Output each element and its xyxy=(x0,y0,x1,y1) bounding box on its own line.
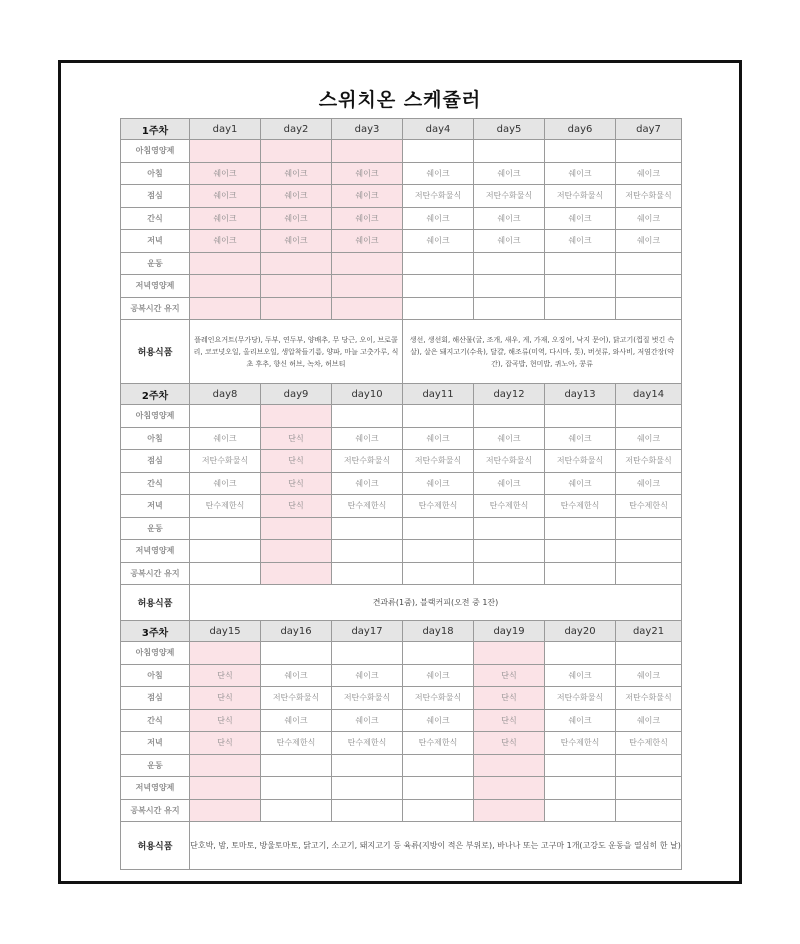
allowed-label: 허용식품 xyxy=(121,585,190,621)
schedule-cell[interactable] xyxy=(403,777,474,800)
schedule-cell[interactable] xyxy=(190,777,261,800)
schedule-cell[interactable]: 쉐이크 xyxy=(474,162,545,185)
schedule-cell[interactable] xyxy=(190,405,261,428)
schedule-cell[interactable] xyxy=(190,140,261,163)
schedule-row xyxy=(121,664,682,687)
day-header: day9 xyxy=(261,384,332,405)
schedule-cell[interactable] xyxy=(332,517,403,540)
schedule-cell[interactable] xyxy=(261,252,332,275)
schedule-cell[interactable]: 쉐이크 xyxy=(261,185,332,208)
schedule-cell[interactable] xyxy=(261,517,332,540)
schedule-cell[interactable] xyxy=(616,540,682,563)
schedule-cell[interactable] xyxy=(261,140,332,163)
allowed-label: 허용식품 xyxy=(121,822,190,870)
schedule-cell[interactable]: 쉐이크 xyxy=(474,207,545,230)
schedule-cell[interactable] xyxy=(545,754,616,777)
schedule-cell[interactable] xyxy=(332,140,403,163)
schedule-cell[interactable]: 쉐이크 xyxy=(403,162,474,185)
page-title: 스위치온 스케쥴러 xyxy=(318,89,482,111)
schedule-row xyxy=(121,495,682,518)
schedule-cell[interactable] xyxy=(545,297,616,320)
schedule-cell[interactable]: 쉐이크 xyxy=(474,230,545,253)
schedule-cell[interactable] xyxy=(474,540,545,563)
schedule-cell[interactable] xyxy=(616,275,682,298)
schedule-cell[interactable]: 저탄수화물식 xyxy=(545,687,616,710)
schedule-row xyxy=(121,275,682,298)
row-label: 아침 xyxy=(121,162,190,185)
schedule-cell[interactable] xyxy=(474,799,545,822)
row-label: 간식 xyxy=(121,472,190,495)
schedule-cell[interactable]: 단식 xyxy=(190,664,261,687)
row-label: 저녁영양제 xyxy=(121,275,190,298)
schedule-cell[interactable] xyxy=(332,642,403,665)
schedule-cell[interactable]: 쉐이크 xyxy=(403,230,474,253)
week-label: 2주차 xyxy=(121,384,190,405)
schedule-cell[interactable]: 쉐이크 xyxy=(403,472,474,495)
schedule-cell[interactable]: 쉐이크 xyxy=(261,664,332,687)
schedule-row xyxy=(121,230,682,253)
schedule-cell[interactable] xyxy=(261,777,332,800)
row-label: 간식 xyxy=(121,709,190,732)
row-label: 공복시간 유지 xyxy=(121,799,190,822)
schedule-cell[interactable]: 쉐이크 xyxy=(332,664,403,687)
row-label: 저녁 xyxy=(121,732,190,755)
day-header: day12 xyxy=(474,384,545,405)
row-label: 운동 xyxy=(121,754,190,777)
schedule-cell[interactable]: 쉐이크 xyxy=(403,427,474,450)
schedule-cell[interactable] xyxy=(261,297,332,320)
schedule-cell[interactable]: 저탄수화물식 xyxy=(616,185,682,208)
schedule-cell[interactable]: 단식 xyxy=(261,495,332,518)
row-label: 저녁 xyxy=(121,495,190,518)
schedule-cell[interactable]: 저탄수화물식 xyxy=(545,185,616,208)
schedule-cell[interactable] xyxy=(545,252,616,275)
schedule-row xyxy=(121,252,682,275)
schedule-cell[interactable] xyxy=(616,517,682,540)
day-header: day5 xyxy=(474,119,545,140)
schedule-row xyxy=(121,642,682,665)
schedule-cell[interactable] xyxy=(474,642,545,665)
row-label: 점심 xyxy=(121,450,190,473)
schedule-cell[interactable]: 쉐이크 xyxy=(545,472,616,495)
schedule-cell[interactable]: 쉐이크 xyxy=(474,472,545,495)
schedule-cell[interactable]: 저탄수화물식 xyxy=(616,687,682,710)
schedule-cell[interactable]: 저탄수화물식 xyxy=(616,450,682,473)
schedule-cell[interactable] xyxy=(190,540,261,563)
row-label: 공복시간 유지 xyxy=(121,562,190,585)
schedule-cell[interactable] xyxy=(616,405,682,428)
schedule-row xyxy=(121,754,682,777)
schedule-cell[interactable] xyxy=(332,754,403,777)
schedule-row xyxy=(121,562,682,585)
schedule-cell[interactable]: 쉐이크 xyxy=(616,664,682,687)
schedule-cell[interactable] xyxy=(332,297,403,320)
schedule-cell[interactable]: 탄수제한식 xyxy=(616,732,682,755)
schedule-cell[interactable] xyxy=(332,540,403,563)
week-label: 3주차 xyxy=(121,621,190,642)
schedule-cell[interactable]: 단식 xyxy=(261,472,332,495)
schedule-cell[interactable]: 쉐이크 xyxy=(545,207,616,230)
day-header: day15 xyxy=(190,621,261,642)
schedule-cell[interactable] xyxy=(474,562,545,585)
schedule-cell[interactable] xyxy=(474,405,545,428)
schedule-cell[interactable]: 저탄수화물식 xyxy=(403,687,474,710)
schedule-cell[interactable]: 단식 xyxy=(474,664,545,687)
schedule-cell[interactable]: 탄수제한식 xyxy=(332,495,403,518)
schedule-cell[interactable]: 쉐이크 xyxy=(545,427,616,450)
schedule-cell[interactable] xyxy=(190,275,261,298)
schedule-cell[interactable]: 쉐이크 xyxy=(545,230,616,253)
schedule-cell[interactable] xyxy=(474,297,545,320)
schedule-cell[interactable]: 쉐이크 xyxy=(332,207,403,230)
schedule-cell[interactable]: 저탄수화물식 xyxy=(332,450,403,473)
schedule-cell[interactable]: 쉐이크 xyxy=(332,230,403,253)
schedule-cell[interactable]: 쉐이크 xyxy=(616,230,682,253)
schedule-cell[interactable]: 쉐이크 xyxy=(616,472,682,495)
schedule-cell[interactable] xyxy=(403,540,474,563)
row-label: 저녁영양제 xyxy=(121,777,190,800)
schedule-cell[interactable] xyxy=(261,405,332,428)
schedule-cell[interactable] xyxy=(403,252,474,275)
day-header: day1 xyxy=(190,119,261,140)
day-header: day2 xyxy=(261,119,332,140)
schedule-row xyxy=(121,687,682,710)
schedule-cell[interactable]: 쉐이크 xyxy=(332,709,403,732)
schedule-cell[interactable]: 쉐이크 xyxy=(190,185,261,208)
schedule-cell[interactable]: 저탄수화물식 xyxy=(474,450,545,473)
row-label: 공복시간 유지 xyxy=(121,297,190,320)
day-header: day10 xyxy=(332,384,403,405)
schedule-row xyxy=(121,405,682,428)
schedule-cell[interactable]: 단식 xyxy=(474,687,545,710)
schedule-cell[interactable] xyxy=(190,562,261,585)
schedule-row xyxy=(121,450,682,473)
day-header: day13 xyxy=(545,384,616,405)
schedule-cell[interactable]: 쉐이크 xyxy=(190,427,261,450)
schedule-cell[interactable]: 쉐이크 xyxy=(332,427,403,450)
day-header: day20 xyxy=(545,621,616,642)
allowed-label: 허용식품 xyxy=(121,320,190,384)
day-header: day14 xyxy=(616,384,682,405)
schedule-cell[interactable]: 쉐이크 xyxy=(332,162,403,185)
schedule-cell[interactable] xyxy=(616,777,682,800)
schedule-cell[interactable] xyxy=(403,405,474,428)
schedule-cell[interactable]: 저탄수화물식 xyxy=(332,687,403,710)
allowed-foods: 견과류(1줌), 블랙커피(오전 중 1잔) xyxy=(190,585,682,621)
row-label: 아침영양제 xyxy=(121,405,190,428)
schedule-cell[interactable] xyxy=(261,562,332,585)
schedule-cell[interactable] xyxy=(545,405,616,428)
day-header: day3 xyxy=(332,119,403,140)
schedule-cell[interactable]: 저탄수화물식 xyxy=(403,450,474,473)
schedule-cell[interactable]: 쉐이크 xyxy=(190,230,261,253)
schedule-cell[interactable] xyxy=(403,562,474,585)
schedule-cell[interactable] xyxy=(190,252,261,275)
allowed-foods-row xyxy=(121,585,682,621)
schedule-cell[interactable] xyxy=(403,275,474,298)
schedule-cell[interactable]: 탄수제한식 xyxy=(545,495,616,518)
day-header: day17 xyxy=(332,621,403,642)
schedule-cell[interactable] xyxy=(616,562,682,585)
day-header: day21 xyxy=(616,621,682,642)
allowed-foods: 단호박, 밤, 토마토, 방울토마토, 닭고기, 소고기, 돼지고기 등 육류(지방이 적은 부위로), 바나나 또는 고구마 1개(고강도 운동을 열심히 한 날) xyxy=(190,822,682,870)
scheduler-frame xyxy=(58,60,742,884)
schedule-cell[interactable]: 단식 xyxy=(190,687,261,710)
schedule-cell[interactable]: 쉐이크 xyxy=(616,207,682,230)
schedule-cell[interactable] xyxy=(545,562,616,585)
schedule-row xyxy=(121,732,682,755)
day-header: day18 xyxy=(403,621,474,642)
schedule-cell[interactable] xyxy=(403,297,474,320)
schedule-cell[interactable]: 쉐이크 xyxy=(545,709,616,732)
day-header: day8 xyxy=(190,384,261,405)
schedule-cell[interactable] xyxy=(474,777,545,800)
schedule-cell[interactable] xyxy=(403,517,474,540)
schedule-cell[interactable] xyxy=(332,799,403,822)
schedule-cell[interactable] xyxy=(190,517,261,540)
schedule-row xyxy=(121,777,682,800)
allowed-foods-left: 플레인요거트(무가당), 두부, 연두부, 양배추, 무 당근, 오이, 브로콜리, 코코넛오일, 올리브오일, 생압착들기름, 양파, 마늘 고춧가루, 식초 후추, 향신 허브, 녹차, 허브티 xyxy=(190,320,403,384)
schedule-cell[interactable] xyxy=(261,754,332,777)
schedule-cell[interactable] xyxy=(474,252,545,275)
day-header: day11 xyxy=(403,384,474,405)
schedule-cell[interactable] xyxy=(332,275,403,298)
day-header: day4 xyxy=(403,119,474,140)
schedule-cell[interactable] xyxy=(545,799,616,822)
day-header: day16 xyxy=(261,621,332,642)
day-header: day7 xyxy=(616,119,682,140)
schedule-cell[interactable]: 저탄수화물식 xyxy=(545,450,616,473)
schedule-table xyxy=(120,118,682,870)
allowed-foods-row xyxy=(121,822,682,870)
schedule-cell[interactable] xyxy=(616,799,682,822)
schedule-cell[interactable] xyxy=(403,140,474,163)
schedule-cell[interactable] xyxy=(616,754,682,777)
schedule-cell[interactable]: 쉐이크 xyxy=(545,162,616,185)
week-header-row xyxy=(121,119,682,140)
schedule-cell[interactable]: 탄수제한식 xyxy=(190,495,261,518)
schedule-row xyxy=(121,517,682,540)
schedule-cell[interactable]: 쉐이크 xyxy=(190,207,261,230)
schedule-cell[interactable] xyxy=(545,642,616,665)
schedule-row xyxy=(121,140,682,163)
schedule-row xyxy=(121,162,682,185)
row-label: 점심 xyxy=(121,687,190,710)
schedule-cell[interactable]: 쉐이크 xyxy=(616,162,682,185)
schedule-row xyxy=(121,540,682,563)
schedule-cell[interactable] xyxy=(545,540,616,563)
row-label: 아침영양제 xyxy=(121,140,190,163)
schedule-cell[interactable]: 탄수제한식 xyxy=(403,495,474,518)
schedule-cell[interactable]: 탄수제한식 xyxy=(616,495,682,518)
schedule-cell[interactable]: 저탄수화물식 xyxy=(261,687,332,710)
schedule-cell[interactable]: 탄수제한식 xyxy=(403,732,474,755)
schedule-cell[interactable] xyxy=(332,405,403,428)
week-header-row xyxy=(121,384,682,405)
schedule-cell[interactable]: 저탄수화물식 xyxy=(403,185,474,208)
row-label: 저녁 xyxy=(121,230,190,253)
schedule-cell[interactable]: 쉐이크 xyxy=(261,162,332,185)
schedule-cell[interactable] xyxy=(474,517,545,540)
allowed-foods-right: 생선, 생선회, 해산물(굴, 조개, 새우, 게, 가재, 오징어, 낙지 문어), 닭고기(껍질 벗긴 속살), 살은 돼지고기(수육), 달걀, 해조류(미역, 다시마, 톳), 버섯류, 와사비, 저염간장(약간), 잡곡밥, 현미밥, 퀴노아, 콩류 xyxy=(403,320,682,384)
schedule-cell[interactable] xyxy=(332,562,403,585)
schedule-cell[interactable]: 쉐이크 xyxy=(190,162,261,185)
schedule-row xyxy=(121,185,682,208)
day-header: day6 xyxy=(545,119,616,140)
schedule-cell[interactable]: 저탄수화물식 xyxy=(190,450,261,473)
row-label: 점심 xyxy=(121,185,190,208)
row-label: 운동 xyxy=(121,252,190,275)
row-label: 간식 xyxy=(121,207,190,230)
schedule-cell[interactable] xyxy=(261,540,332,563)
schedule-cell[interactable] xyxy=(261,275,332,298)
row-label: 저녁영양제 xyxy=(121,540,190,563)
schedule-cell[interactable]: 쉐이크 xyxy=(190,472,261,495)
schedule-cell[interactable]: 쉐이크 xyxy=(403,664,474,687)
schedule-cell[interactable]: 탄수제한식 xyxy=(545,732,616,755)
schedule-cell[interactable]: 단식 xyxy=(261,450,332,473)
schedule-cell[interactable]: 쉐이크 xyxy=(474,427,545,450)
schedule-cell[interactable]: 쉐이크 xyxy=(403,207,474,230)
schedule-cell[interactable]: 탄수제한식 xyxy=(261,732,332,755)
schedule-cell[interactable] xyxy=(190,754,261,777)
schedule-cell[interactable] xyxy=(261,799,332,822)
schedule-cell[interactable] xyxy=(332,777,403,800)
schedule-cell[interactable] xyxy=(190,642,261,665)
schedule-cell[interactable]: 쉐이크 xyxy=(332,472,403,495)
schedule-cell[interactable]: 단식 xyxy=(190,732,261,755)
schedule-cell[interactable]: 단식 xyxy=(474,732,545,755)
schedule-cell[interactable]: 쉐이크 xyxy=(403,709,474,732)
schedule-cell[interactable]: 쉐이크 xyxy=(261,207,332,230)
schedule-cell[interactable] xyxy=(332,252,403,275)
allowed-foods-row xyxy=(121,320,682,384)
schedule-cell[interactable]: 단식 xyxy=(261,427,332,450)
day-header: day19 xyxy=(474,621,545,642)
schedule-cell[interactable] xyxy=(190,297,261,320)
row-label: 아침영양제 xyxy=(121,642,190,665)
schedule-cell[interactable] xyxy=(474,754,545,777)
schedule-cell[interactable] xyxy=(616,252,682,275)
schedule-cell[interactable]: 쉐이크 xyxy=(545,664,616,687)
schedule-cell[interactable] xyxy=(190,799,261,822)
schedule-cell[interactable] xyxy=(616,297,682,320)
schedule-cell[interactable]: 쉐이크 xyxy=(261,230,332,253)
schedule-cell[interactable] xyxy=(474,275,545,298)
schedule-cell[interactable] xyxy=(474,140,545,163)
week-label: 1주차 xyxy=(121,119,190,140)
schedule-cell[interactable]: 탄수제한식 xyxy=(332,732,403,755)
schedule-cell[interactable]: 쉐이크 xyxy=(616,427,682,450)
schedule-cell[interactable] xyxy=(261,642,332,665)
row-label: 아침 xyxy=(121,664,190,687)
schedule-row xyxy=(121,709,682,732)
schedule-row xyxy=(121,427,682,450)
schedule-cell[interactable] xyxy=(545,140,616,163)
schedule-cell[interactable] xyxy=(403,799,474,822)
schedule-cell[interactable] xyxy=(616,140,682,163)
schedule-cell[interactable] xyxy=(403,642,474,665)
schedule-cell[interactable]: 단식 xyxy=(474,709,545,732)
schedule-row xyxy=(121,297,682,320)
schedule-cell[interactable]: 탄수제한식 xyxy=(474,495,545,518)
schedule-cell[interactable] xyxy=(616,642,682,665)
schedule-cell[interactable]: 단식 xyxy=(190,709,261,732)
schedule-cell[interactable] xyxy=(545,275,616,298)
week-header-row xyxy=(121,621,682,642)
schedule-cell[interactable]: 쉐이크 xyxy=(332,185,403,208)
schedule-cell[interactable]: 쉐이크 xyxy=(261,709,332,732)
schedule-row xyxy=(121,207,682,230)
schedule-cell[interactable] xyxy=(545,777,616,800)
schedule-cell[interactable] xyxy=(403,754,474,777)
schedule-row xyxy=(121,472,682,495)
schedule-cell[interactable] xyxy=(545,517,616,540)
row-label: 아침 xyxy=(121,427,190,450)
schedule-cell[interactable]: 저탄수화물식 xyxy=(474,185,545,208)
schedule-cell[interactable]: 쉐이크 xyxy=(616,709,682,732)
row-label: 운동 xyxy=(121,517,190,540)
schedule-row xyxy=(121,799,682,822)
